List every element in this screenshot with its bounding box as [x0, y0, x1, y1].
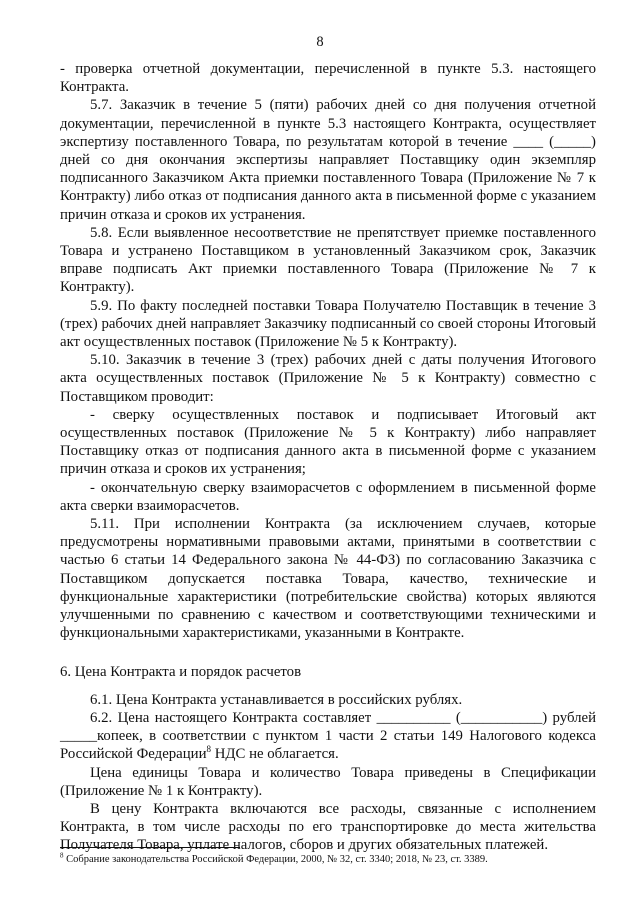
paragraph-6-2: [60, 709, 596, 764]
document-body: [60, 60, 596, 855]
paragraph-6-2-tail: НДС не облагается.: [211, 746, 339, 763]
paragraph-5-10-item-1: - сверку осуществленных поставок и подписывает Итоговый акт осуществленных поставок (Приложение № 5 к Контракту) либо направляет Поставщику отказ от подписания данного акта в письменной форме с указанием причин отказа и сроков их устранения;: [60, 406, 596, 478]
footnote-text: Собрание законодательства Российской Федерации, 2000, № 32, ст. 3340; 2018, № 23, ст. 3389.: [63, 854, 488, 865]
section-heading: 6. Цена Контракта и порядок расчетов: [60, 663, 302, 680]
paragraph-5-9: 5.9. По факту последней поставки Товара Получателю Поставщик в течение 3 (трех) рабочих дней направляет Заказчику подписанный со своей стороны Итоговый акт осуществленных поставок (Приложение № 5 к Контракту).: [60, 297, 596, 351]
footnote-marker: 8: [60, 851, 64, 860]
paragraph-5-8: 5.8. Если выявленное несоответствие не препятствует приемке поставленного Товара и устранено Поставщиком в установленный Заказчиком срок, Заказчик вправе подписать Акт приемки поставленного Товара (Приложение № 7 к Контракту).: [60, 224, 596, 296]
paragraph-6-1: 6.1. Цена Контракта устанавливается в российских рублях.: [90, 691, 463, 708]
paragraph-5-10: 5.10. Заказчик в течение 3 (трех) рабочих дней с даты получения Итогового акта осуществленных поставок (Приложение № 5 к Контракту) совместно с Поставщиком проводит:: [60, 352, 596, 405]
paragraph-5-6-end: - проверка отчетной документации, перечисленной в пункте 5.3. настоящего Контракта.: [60, 61, 596, 96]
footnote-reference: 8: [206, 744, 212, 755]
paragraph-5-11: 5.11. При исполнении Контракта (за исключением случаев, которые предусмотрены нормативными правовыми актами, принятыми в соответствии с частью 6 статьи 14 Федерального закона № 44-ФЗ) по согласованию Заказчика с Поставщиком допускается поставка Товара, качество, технические и функциональные характеристики (потребительские свойства) которых являются улучшенными по сравнению с качеством и соответствующими техническими и функциональными характеристиками, указанными в Контракте.: [60, 516, 596, 642]
footnote: [60, 853, 600, 866]
footnote-divider: [60, 847, 240, 848]
page-number: 8: [316, 34, 324, 50]
paragraph-5-10-item-2: - окончательную сверку взаиморасчетов с оформлением в письменной форме акта сверки взаиморасчетов.: [60, 479, 596, 514]
paragraph-5-7: 5.7. Заказчик в течение 5 (пяти) рабочих дней со дня получения отчетной документации, перечисленной в пункте 5.3 настоящего Контракта, осуществляет экспертизу поставленного Товара, по результатам которой в течение ____ (_____) дней со дня окончания экспертизы направляет Поставщику один экземпляр подписанного Заказчиком Акта приемки поставленного Товара (Приложение № 7 к Контракту) либо отказ от подписания данного акта в письменной форме с указанием причин отказа и сроков их устранения.: [60, 97, 596, 223]
paragraph-6-2-text: 6.2. Цена настоящего Контракта составляет __________ (___________) рублей _____копеек, в соответствии с пунктом 1 части 2 статьи 149 Налогового кодекса Российской Федерации: [60, 709, 596, 763]
paragraph-unit-price: Цена единицы Товара и количество Товара приведены в Спецификации (Приложение № 1 к Контракту).: [60, 764, 596, 799]
paragraph-price-includes: В цену Контракта включаются все расходы, связанные с исполнением Контракта, в том числе расходы по его транспортировке до места жительства Получателя Товара, уплате налогов, сборов и других обязательных платежей.: [60, 800, 596, 854]
